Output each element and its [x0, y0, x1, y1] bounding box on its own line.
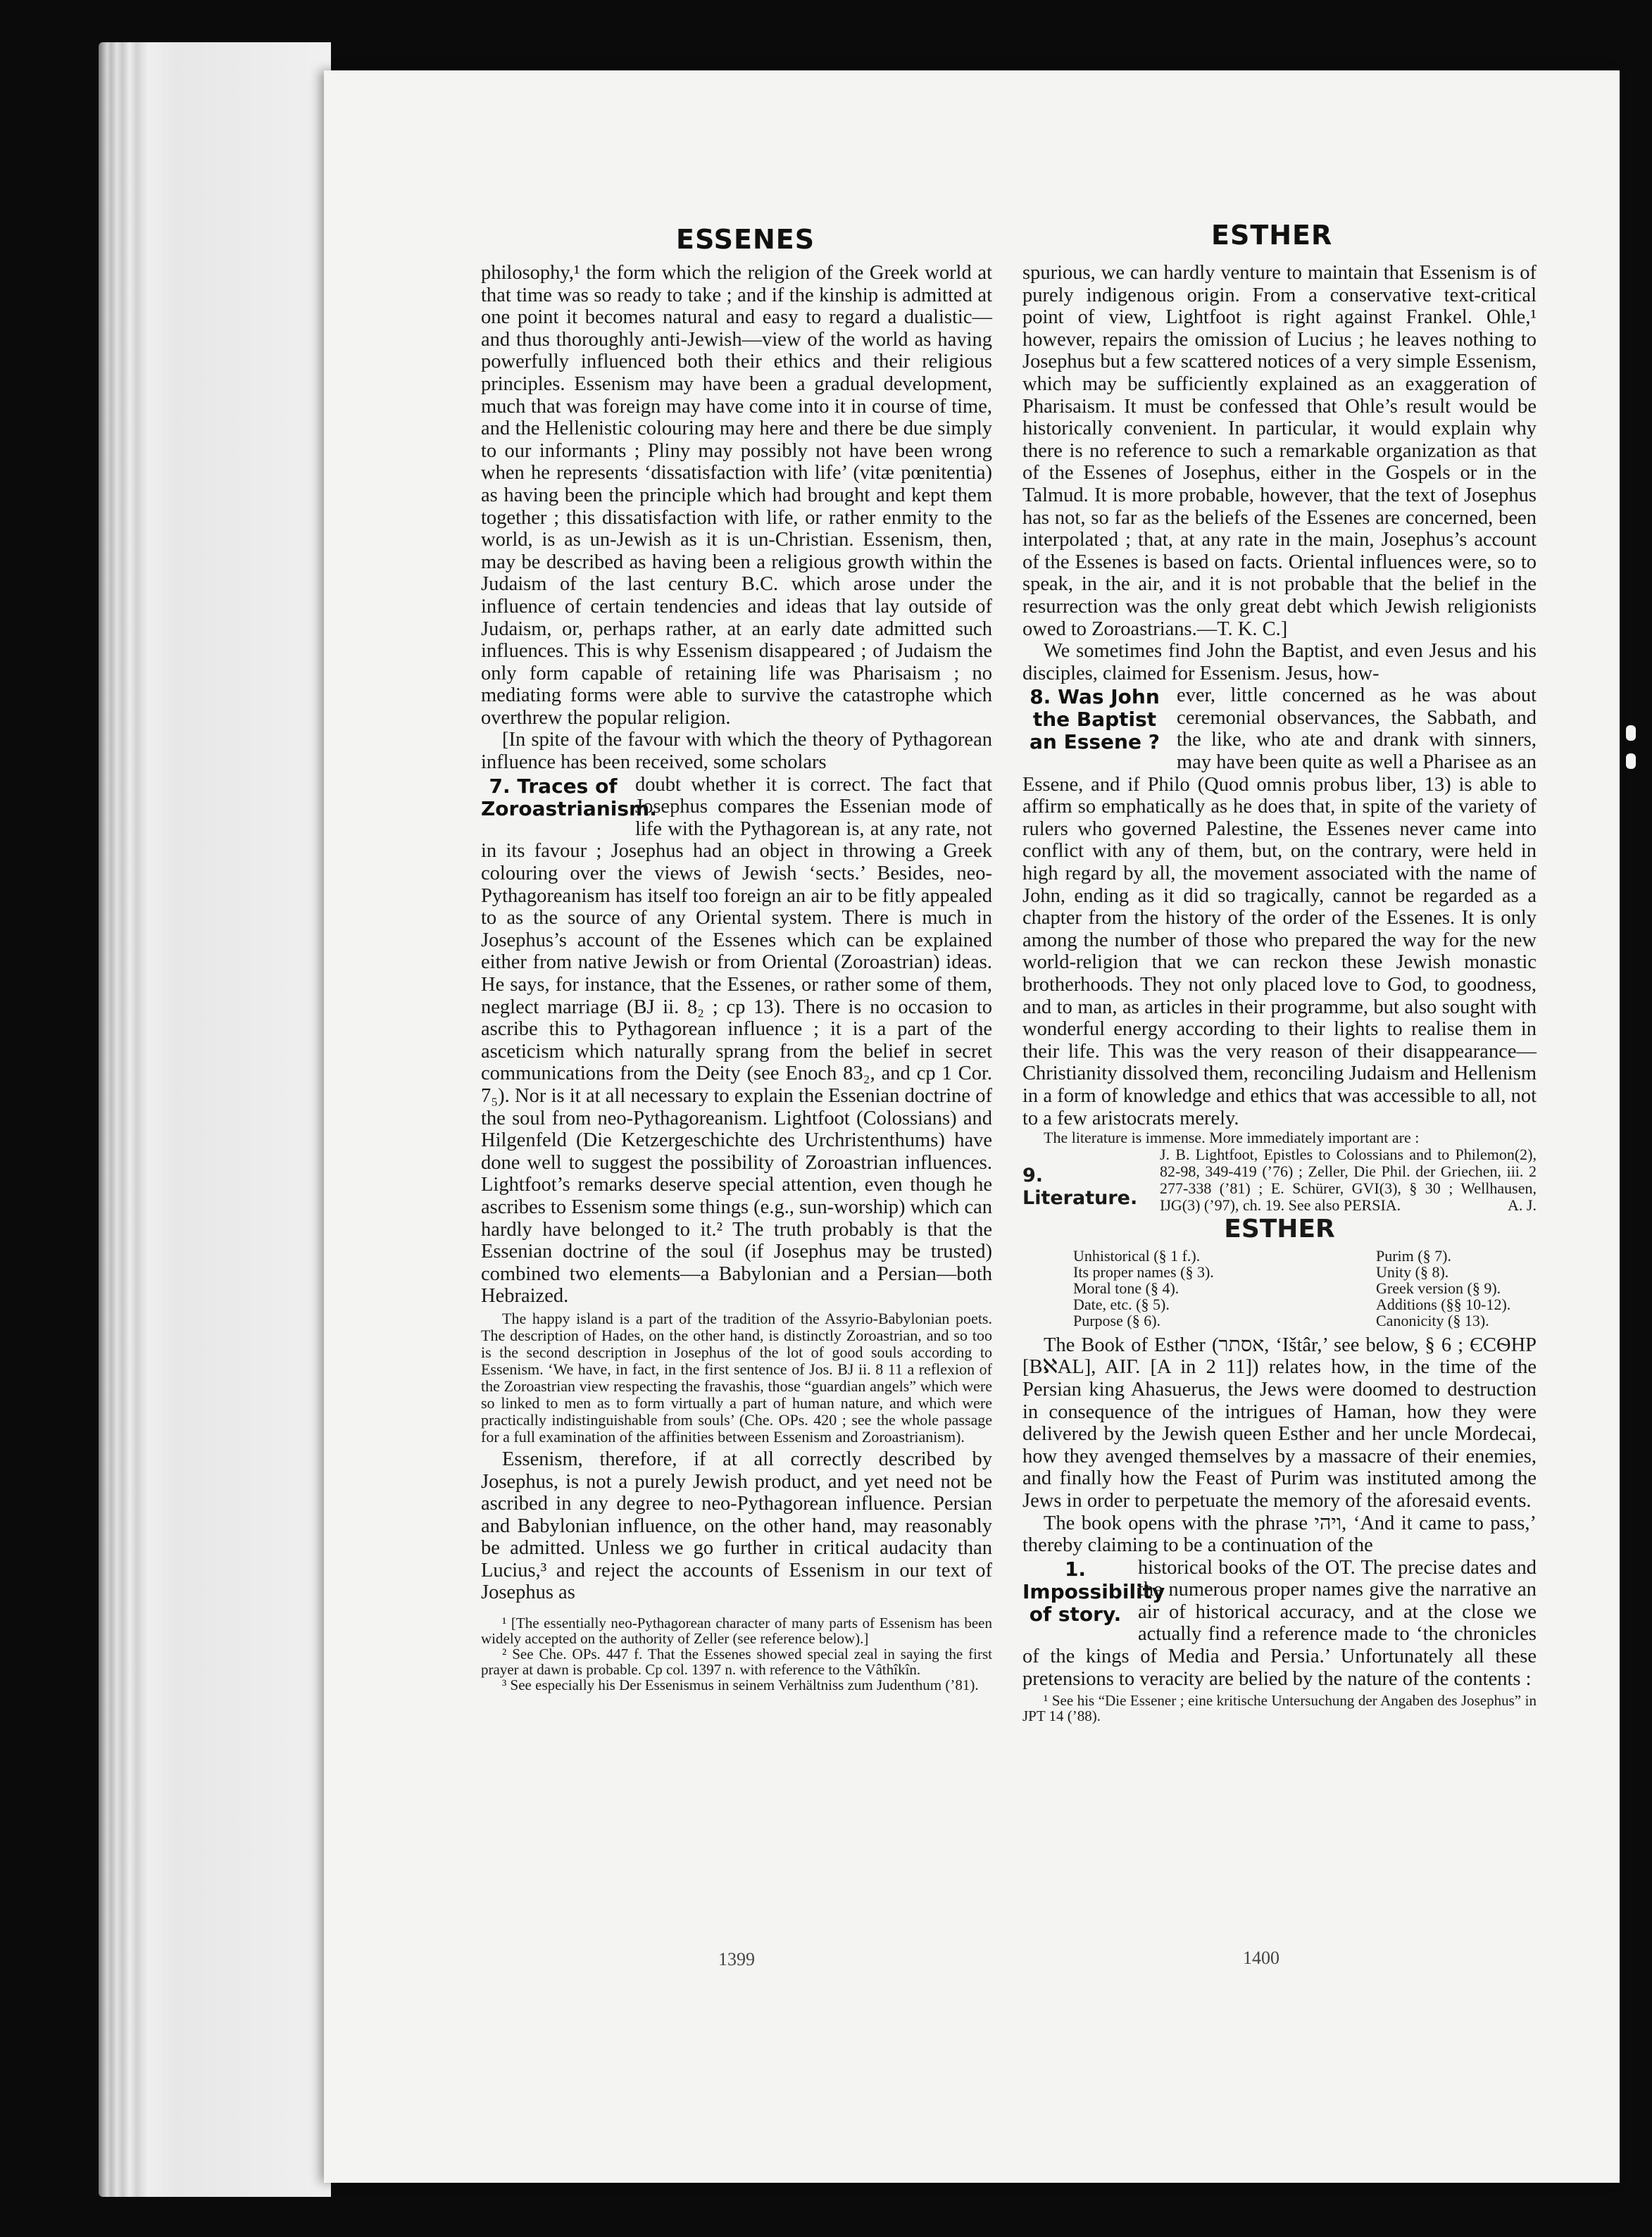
toc-item: Unhistorical (§ 1 f.). [1073, 1246, 1201, 1265]
left-paragraph-1: philosophy,¹ the form which the religion of the Greek world at that time was so ready to take ; and if the kinship is admitted at one point it becomes natural and easy to regard a dualistic—and thus thoroughly anti-Jewish—view of the world as having powerfully influenced both their ethics and their religious principles. Essenism may have been a gradual development, much that was foreign may have come into it in course of time, and the Hellenistic colouring may here and there be due simply to our informants ; Pliny may possibly not have been wrong when he represents ‘dissatisfaction with life’ (vitæ pœnitentia) as having been the principle which had brought and kept them together ; this dissatisfaction with life, or rather enmity to the world, is as un-Jewish as it is un-Christian. Essenism, then, may be described as having been a religious growth within the Judaism of the last century B.C. which arose under the influence of certain tendencies and ideas that lay outside of Judaism, or, perhaps rather, at an early date admitted such influences. This is why Essenism disappeared ; of Judaism the only form capable of retaining life was Pharisaism ; no mediating forms were able to survive the catastrophe which overthrew the popular religion. [481, 262, 992, 729]
binding-hole [1626, 725, 1636, 741]
article-title: ESTHER [1224, 1215, 1335, 1244]
right-paragraph-4-body: historical books of the OT. The precise dates and the numerous proper names give the narrative an air of historical accuracy, and at the close we actually find a reference made to ‘the chronicles of the kings of Media and Persia.’ Unfortunately all these pretensions to veracity are belied by the nature of the contents : [1022, 1556, 1537, 1690]
literature-text: J. B. Lightfoot, Epistles to Colossians and to Philemon(2), 82-98, 349-419 (’76) ; Zeller, Die Phil. der Griechen, iii. 2 277-338 (’81) ; E. Schürer, GVI(3), § 30 ; Wellhausen, IJG(3) (’97), ch. 19. See also PERSIA. [1160, 1146, 1537, 1215]
right-paragraph-2-body: ever, little concerned as he was about ceremonial observances, the Sabbath, and the like, who ate and drank with sinners, may have been quite as well a Pharisee as an Essene, and if Philo (Quod omnis probus liber, 13) is able to affirm so emphatically as he does that, in spite of the variety of rulers who governed Palestine, the Essenes never came into conflict with any of them, but, on the contrary, were held in high regard by all, the movement associated with the name of John, ending as it did so tragically, cannot be regarded as a chapter from the history of the order of the Essenes. It is only among the number of those who prepared the way for the new world-religion that we can reckon these Jewish monastic brotherhoods. They not only placed love to God, to goodness, and to man, as articles in their programme, but also sought with wonderful energy according to their lights to realise them in their life. This was the very reason of their disappearance—Christianity dissolved them, reconciling Judaism and Hellenism in a form of knowledge and ethics that was accessible to all, not to a few aristocrats merely. [1022, 684, 1537, 1129]
left-small-note: The happy island is a part of the tradition of the Assyrio-Babylonian poets. The description of Hades, on the other hand, is distinctly Zoroastrian, and so too is the second description in Josephus of the lot of good souls according to Essenism. ‘We have, in fact, in the first sentence of Jos. BJ ii. 8 11 a reflexion of the Zoroastrian view respecting the fravashis, those “guardian angels” which were so linked to men as to form virtually a part of human nature, and which were practically indistinguishable from souls’ (Che. OPs. 420 ; see the whole passage for a full examination of the affinities between Essenism and Zoroastrianism). [481, 1309, 992, 1446]
left-page-number: 1399 [718, 1949, 755, 1969]
left-column [481, 262, 992, 1693]
literature-intro: The literature is immense. More immediately important are : [1044, 1129, 1420, 1147]
left-footnote-1: ¹ [The essentially neo-Pythagorean character of many parts of Essenism has been widely accepted on the authority of Zeller (see reference below).] [481, 1615, 992, 1648]
book-page-edges [99, 42, 331, 2197]
left-footnote-3: ³ See especially his Der Essenismus in seinem Verhältniss zum Judenthum (’81). [502, 1677, 979, 1694]
right-column [1022, 262, 1537, 1724]
toc-item: Moral tone (§ 4). [1073, 1279, 1179, 1297]
toc-item: Greek version (§ 9). [1376, 1279, 1501, 1297]
section-1-side-heading: 1. Impossibility of story. [1022, 1557, 1165, 1626]
left-paragraph-2-body: doubt whether it is correct. The fact that Josephus compares the Essenian mode of life with the Pythagorean is, at any rate, not in its favour ; Josephus had an object in throwing a Greek colouring over the views of Jewish ‘sects.’ Besides, neo-Pythagoreanism has itself too foreign an air to be fitly appealed to as the source of any Oriental system. There is much in Josephus’s account of the Essenes which can be explained either from native Jewish or from Oriental (Zoroastrian) ideas. He says, for instance, that the Essenes, or rather some of them, neglect marriage (BJ ii. 8₂ ; cp 13). There is no occasion to ascribe this to Pythagorean influence ; it is a part of the asceticism which naturally sprang from the belief in secret communications from the Deity (see Enoch 83₂, and cp 1 Cor. 7₅). Nor is it at all necessary to explain the Essenian doctrine of the soul from neo-Pythagoreanism. Lightfoot (Colossians) and Hilgenfeld (Die Ketzergeschichte des Urchristenthums) have done well to suggest the possibility of Zoroastrian influences. Lightfoot’s remarks deserve special attention, even though he ascribes to Essenism some things (e.g., sun-worship) which can hardly have belonged to it.² The truth probably is that the Essenian doctrine of the soul (if Josephus may be trusted) combined two elements—a Babylonian and a Persian—both Hebraized. [481, 773, 992, 1308]
toc-item: Canonicity (§ 13). [1376, 1311, 1489, 1329]
literature-block [1022, 1146, 1537, 1214]
section-7-side-heading: 7. Traces of Zoroastrianism. [481, 774, 657, 820]
binding-hole [1626, 753, 1636, 769]
left-paragraph-2-start: [In spite of the favour with which the theory of Pythagorean influence has been received, some scholars [481, 729, 992, 774]
left-footnote-2: ² See Che. OPs. 447 f. That the Essenes showed special zeal in saying the first prayer at dawn is probable. Cp col. 1397 n. with reference to the Vâthîkîn. [481, 1646, 992, 1679]
section-8-side-heading: 8. Was John the Baptist an Essene ? [1030, 685, 1160, 754]
toc-item: Date, etc. (§ 5). [1073, 1295, 1170, 1313]
right-paragraph-4-start: The book opens with the phrase ויהי, ‘And it came to pass,’ thereby claiming to be a continuation of the [1022, 1512, 1537, 1557]
toc-item: Its proper names (§ 3). [1073, 1262, 1214, 1281]
toc-item: Purim (§ 7). [1376, 1246, 1451, 1265]
left-paragraph-3: Essenism, therefore, if at all correctly described by Josephus, is not a purely Jewish product, and yet need not be ascribed in any degree to neo-Pythagorean influence. Persian and Babylonian influence, on the other hand, may reasonably be admitted. Unless we go further in critical audacity than Lucius,³ and reject the accounts of Essenism in our text of Josephus as [481, 1448, 992, 1604]
left-running-head: ESSENES [676, 224, 815, 255]
table-of-contents [1073, 1248, 1537, 1329]
right-paragraph-1: spurious, we can hardly venture to maintain that Essenism is of purely indigenous origin. From a conservative text-critical point of view, Lightfoot is right against Frankel. Ohle,¹ however, repairs the omission of Lucius ; he leaves nothing to Josephus but a few scattered notices of a very simple Essenism, which may be sufficiently explained as an exaggeration of Pharisaism. It must be confessed that Ohle’s result would be historically convenient. In particular, it would explain why there is no reference to such a remarkable organization as that of the Essenes of Josephus, either in the Gospels or in the Talmud. It is more probable, however, that the text of Josephus has not, so far as the beliefs of the Essenes are concerned, been interpolated ; that, at any rate in the main, Josephus’s account of the Essenes is based on facts. Oriental influences were, so to speak, in the air, and it is not probable that the belief in the resurrection was the only great debt which Jewish religionists owed to Zoroastrians.—T. K. C.] [1022, 262, 1537, 640]
toc-item: Additions (§§ 10-12). [1376, 1295, 1511, 1313]
literature-body [1160, 1146, 1537, 1214]
right-paragraph-3: The Book of Esther (אסתר, ‘Ištâr,’ see below, § 6 ; ЄСѲΗΡ [BℵAL], ΑΙΓ. [A in 2 11]) relates how, in the time of the Persian king Ahasuerus, the Jews were doomed to destruction in consequence of the intrigues of Haman, how they were delivered by the Jewish queen Esther and her uncle Mordecai, how they avenged themselves by a massacre of their enemies, and finally how the Feast of Purim was instituted among the Jews in order to perpetuate the memory of the aforesaid events. [1022, 1334, 1537, 1512]
toc-item: Unity (§ 8). [1376, 1262, 1449, 1281]
toc-item: Purpose (§ 6). [1073, 1311, 1161, 1329]
right-paragraph-2-start: We sometimes find John the Baptist, and even Jesus and his disciples, claimed for Essenism. Jesus, how- [1022, 640, 1537, 684]
section-9-side-heading: 9. Literature. [1022, 1165, 1138, 1209]
author-initials: A. J. [1508, 1196, 1537, 1215]
right-page-number: 1400 [1243, 1948, 1279, 1968]
right-running-head: ESTHER [1211, 220, 1333, 251]
right-footnote-1: ¹ See his “Die Essener ; eine kritische Untersuchung der Angaben des Josephus” in JPT 14 (’88). [1022, 1692, 1537, 1725]
